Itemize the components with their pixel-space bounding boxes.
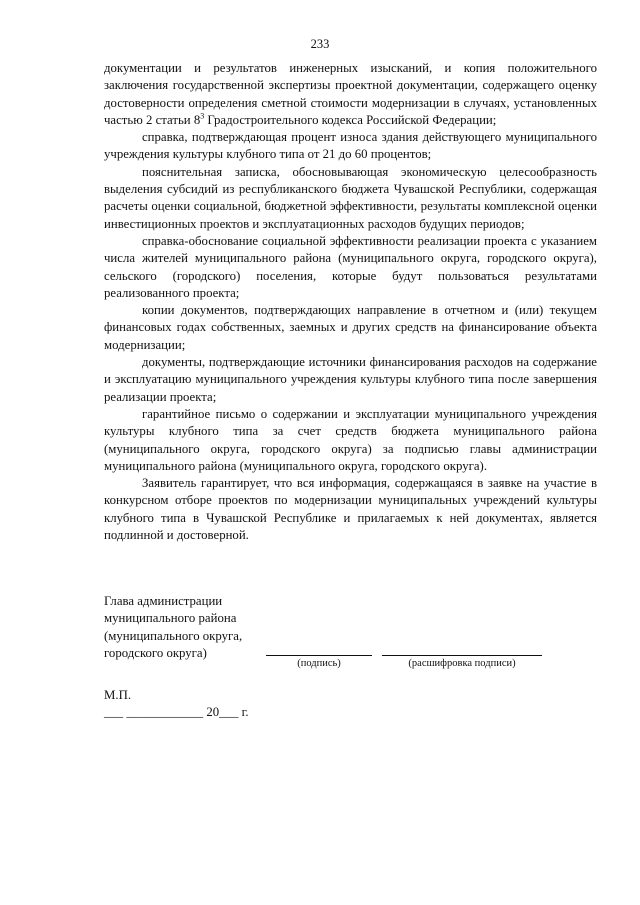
superscript: 3	[200, 111, 205, 121]
date-line: ___ ____________ 20___ г.	[104, 705, 249, 719]
signature-decode-label: (расшифровка подписи)	[408, 658, 516, 669]
signatory-line-1: Глава администрации	[104, 594, 223, 608]
signatory-line-2: муниципального района	[104, 611, 237, 626]
signature-line	[266, 655, 372, 656]
paragraph-1	[104, 60, 597, 129]
page-number: 233	[310, 37, 330, 51]
stamp-placeholder: М.П.	[104, 688, 132, 702]
paragraph-3: пояснительная записка, обосновывающая экономическую целесообразность выделения субсидий из республиканского бюджета Чувашской Республики, содержащая расчеты оценки социальной, бюджетной эффективности, результаты комплексной оценки инвестиционных проектов и эксплуатационных расходов будущих периодов;	[104, 164, 597, 231]
signatory-line-4: городского округа)	[104, 645, 207, 660]
paragraph-7: гарантийное письмо о содержании и эксплуатации муниципального учреждения культуры клубного типа за счет средств бюджета муниципального района (муниципального округа, городского округа) за подписью главы администрации муниципального района (муниципального округа, городского округа).	[104, 406, 597, 473]
paragraph-8: Заявитель гарантирует, что вся информация, содержащаяся в заявке на участие в конкурсном отборе проектов по модернизации муниципальных учреждений культуры клубного типа в Чувашской Республике и прилагаемых к ней документах, является подлинной и достоверной.	[104, 476, 597, 543]
signatory-title	[104, 593, 304, 662]
paragraph-5: копии документов, подтверждающих направление в отчетном и (или) текущем финансовых годах собственных, заемных и других средств на финансирование объекта модернизации;	[104, 303, 597, 352]
signature-decode-line	[382, 655, 542, 656]
paragraph-2: справка, подтверждающая процент износа здания действующего муниципального учреждения культуры клубного типа от 21 до 60 процентов;	[104, 130, 597, 162]
paragraph-1-tail: Градостроительного кодекса Российской Федерации;	[204, 112, 497, 127]
document-body	[104, 60, 597, 544]
paragraph-1-text: документации и результатов инженерных изысканий, и копия положительного заключения государственной экспертизы проектной документации, содержащего оценку достоверности определения сметной стоимости модернизации в случаях, установленных частью 2 статьи 8	[104, 61, 597, 127]
signature-label: (подпись)	[297, 658, 341, 669]
signatory-line-3: (муниципального округа,	[104, 628, 243, 643]
paragraph-4: справка-обоснование социальной эффективности реализации проекта с указанием числа жителей муниципального района (муниципального округа, городского округа), сельского (городского) поселения, которые будут пользоваться результатами реализованного проекта;	[104, 233, 597, 300]
paragraph-6: документы, подтверждающие источники финансирования расходов на содержание и эксплуатацию муниципального учреждения культуры клубного типа после завершения реализации проекта;	[104, 355, 597, 404]
